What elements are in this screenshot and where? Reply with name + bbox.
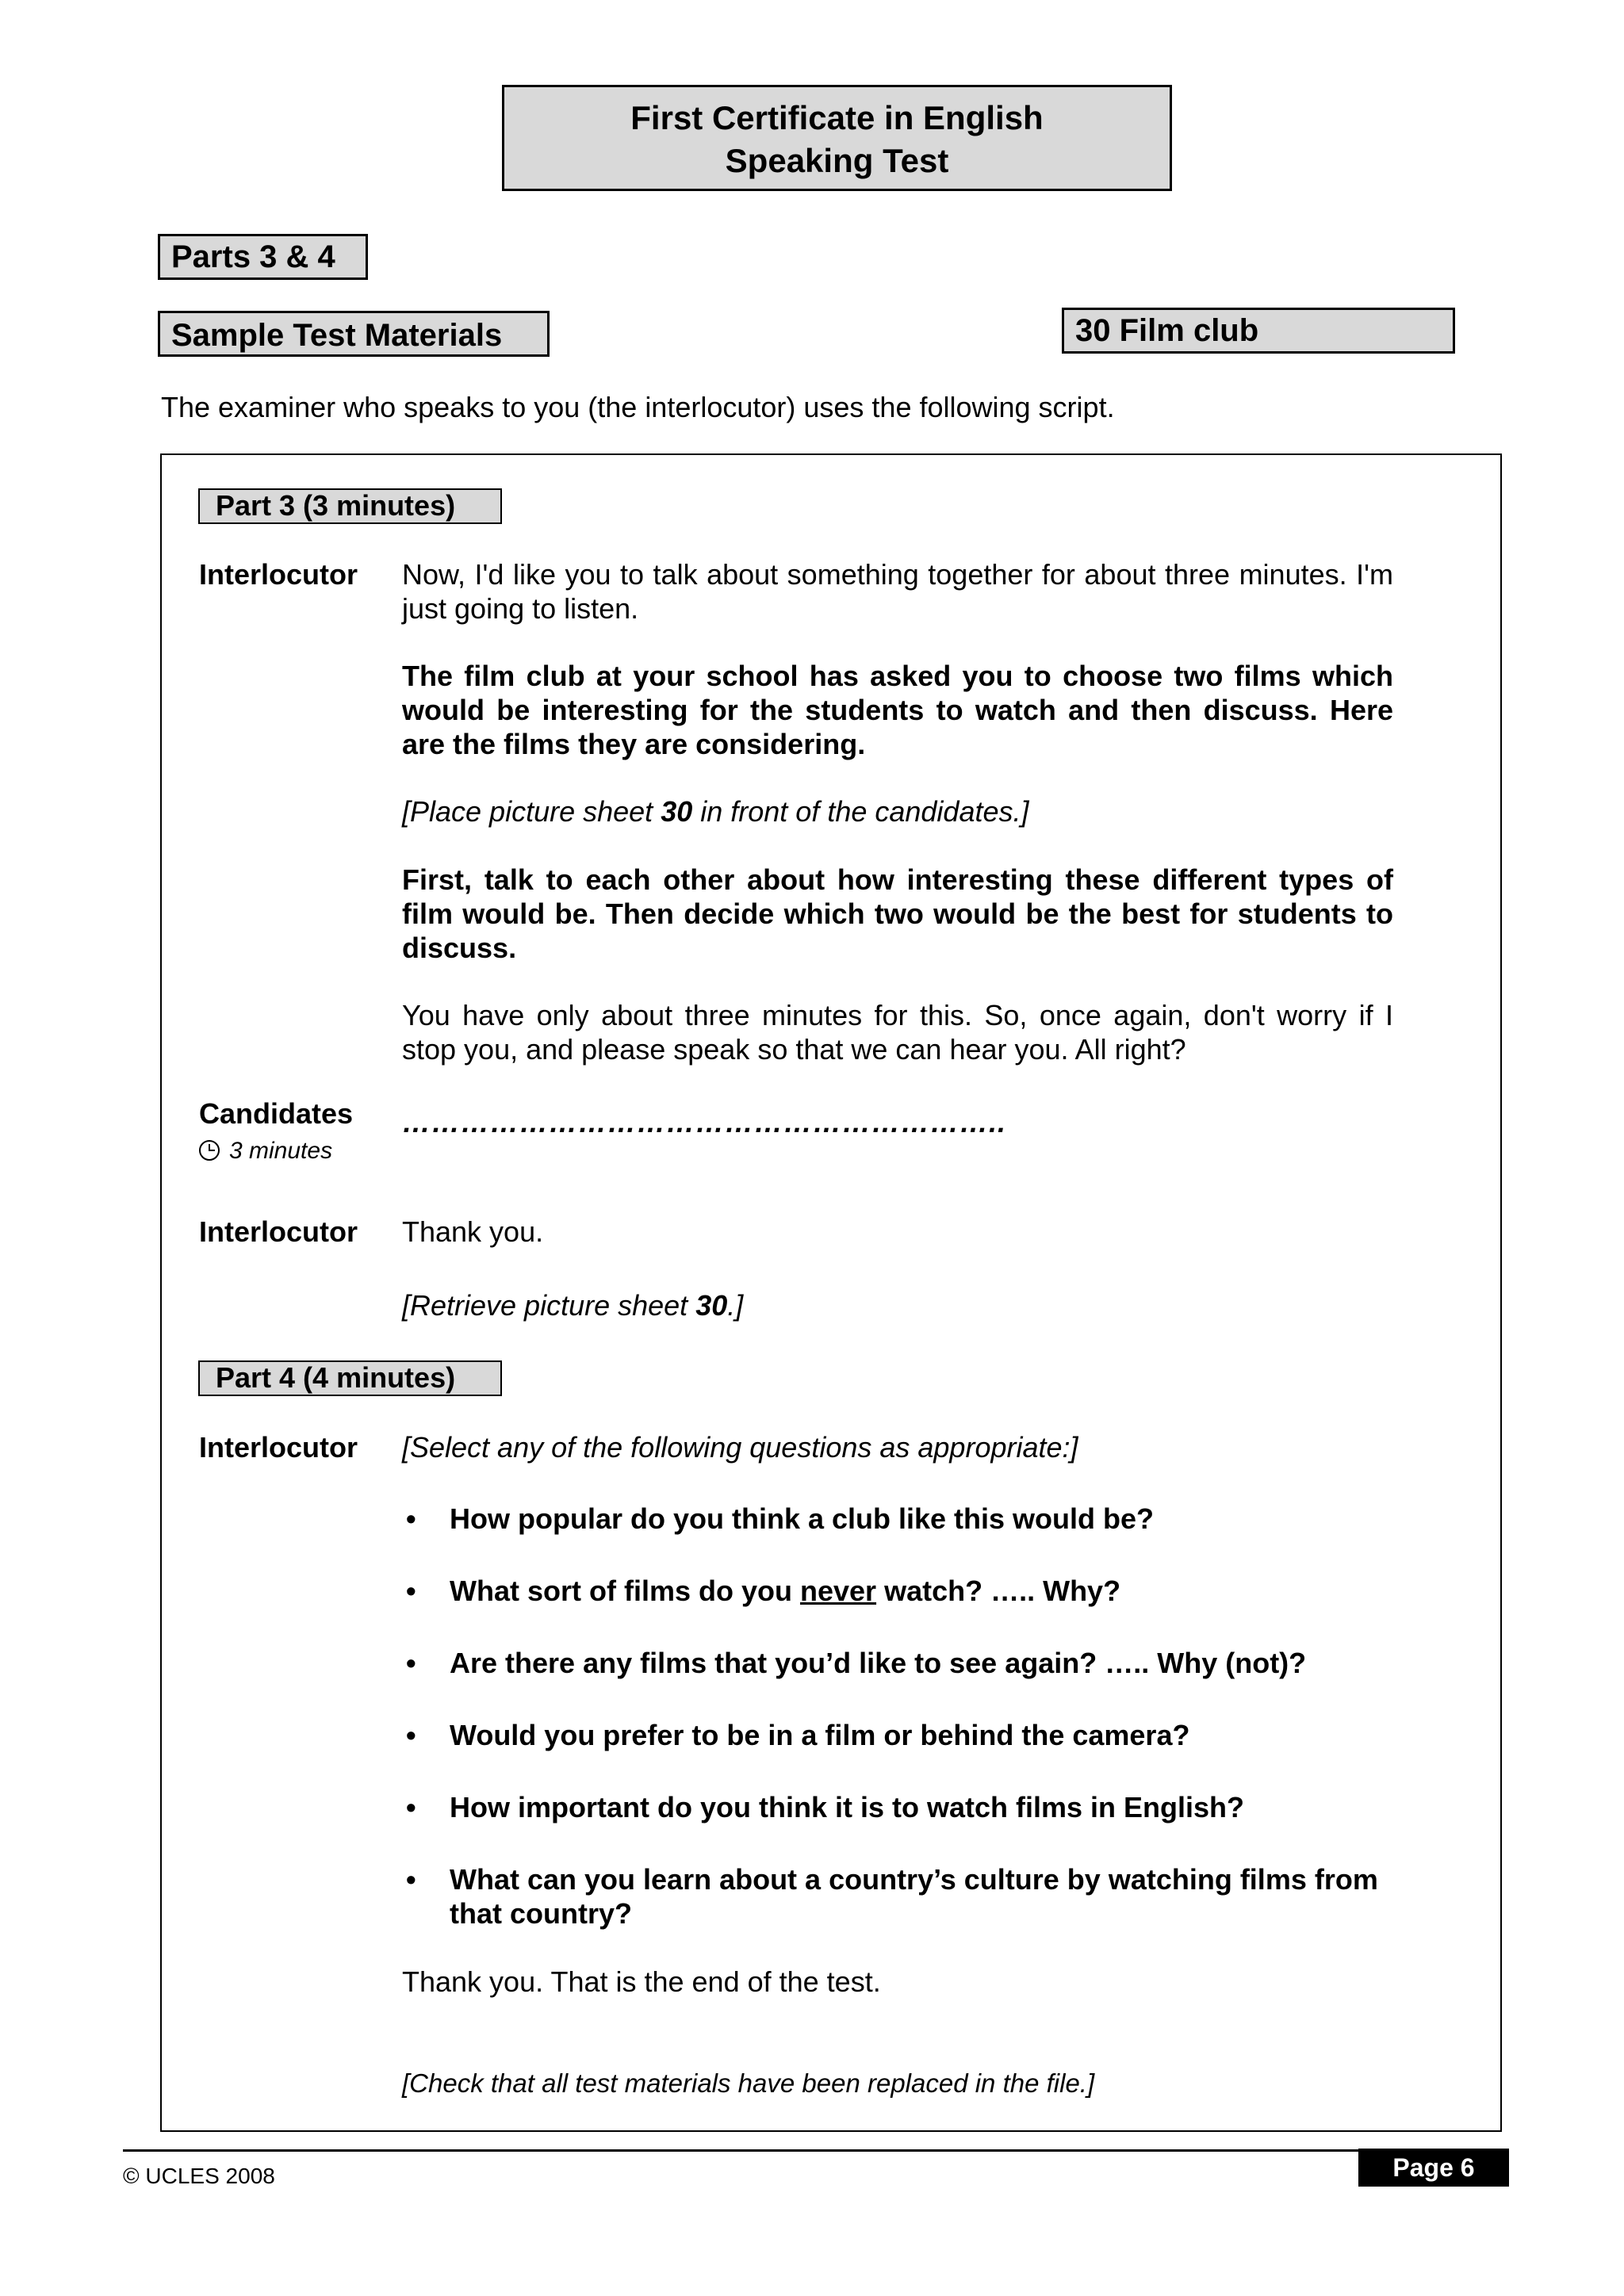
question-5: How important do you think it is to watch films in English? — [450, 1791, 1245, 1823]
candidates-time-note: 3 minutes — [199, 1135, 332, 1167]
part4-label: Part 4 (4 minutes) — [198, 1360, 502, 1396]
part3-paragraph-1: Now, I'd like you to talk about something together for about three minutes. I'm just going to listen. — [402, 558, 1393, 625]
topic-label: 30 Film club — [1062, 308, 1455, 354]
question-4: Would you prefer to be in a film or behind the camera? — [450, 1719, 1190, 1751]
document-title: First Certificate in English — [630, 99, 1044, 136]
bullet-icon: • — [406, 1575, 416, 1607]
bullet-icon: • — [406, 1647, 416, 1679]
bullet-icon: • — [406, 1791, 416, 1823]
part3-stage-direction: [Place picture sheet 30 in front of the candidates.] — [402, 795, 1029, 828]
question-1: How popular do you think a club like this would be? — [450, 1502, 1155, 1535]
part3-thanks: Thank you. — [402, 1215, 544, 1248]
speaker-interlocutor: Interlocutor — [199, 1215, 358, 1248]
part4-instruction: [Select any of the following questions as appropriate:] — [402, 1431, 1078, 1464]
part3-paragraph-5: You have only about three minutes for this. So, once again, don't worry if I stop you, and please speak so that we can hear you. All right? — [402, 999, 1393, 1066]
page-number: Page 6 — [1358, 2149, 1509, 2187]
part3-instructions: First, talk to each other about how interesting these different types of film would be. Then decide which two would be the best for students to discuss. — [402, 863, 1393, 964]
intro-text: The examiner who speaks to you (the interlocutor) uses the following script. — [161, 391, 1115, 423]
document-subtitle: Speaking Test — [725, 142, 949, 179]
copyright: © UCLES 2008 — [123, 2164, 275, 2188]
bullet-icon: • — [406, 1502, 416, 1535]
speaker-candidates: Candidates — [199, 1097, 354, 1130]
question-3: Are there any films that you’d like to see again? ….. Why (not)? — [450, 1647, 1307, 1679]
parts-label: Parts 3 & 4 — [158, 234, 368, 280]
clock-icon — [199, 1140, 220, 1161]
candidates-response-dots: …………………………………………………….. — [402, 1106, 1007, 1138]
footer-rule — [123, 2149, 1507, 2152]
final-check-direction: [Check that all test materials have been replaced in the file.] — [402, 2068, 1095, 2098]
sample-materials-label: Sample Test Materials — [158, 311, 550, 357]
part3-label: Part 3 (3 minutes) — [198, 488, 502, 524]
speaker-interlocutor: Interlocutor — [199, 1431, 358, 1464]
bullet-icon: • — [406, 1719, 416, 1751]
part3-retrieve-direction: [Retrieve picture sheet 30.] — [402, 1289, 744, 1322]
speaker-interlocutor: Interlocutor — [199, 558, 358, 591]
question-2: What sort of films do you never watch? ….. Why? — [450, 1575, 1121, 1607]
question-6: What can you learn about a country’s culture by watching films from that country? — [450, 1863, 1378, 1930]
bullet-icon: • — [406, 1863, 416, 1896]
end-of-test-text: Thank you. That is the end of the test. — [402, 1965, 881, 1998]
document-title-box — [502, 85, 1172, 191]
part3-task-description: The film club at your school has asked you to choose two films which would be interesting for the students to watch and then discuss. Here are the films they are considering. — [402, 660, 1393, 760]
